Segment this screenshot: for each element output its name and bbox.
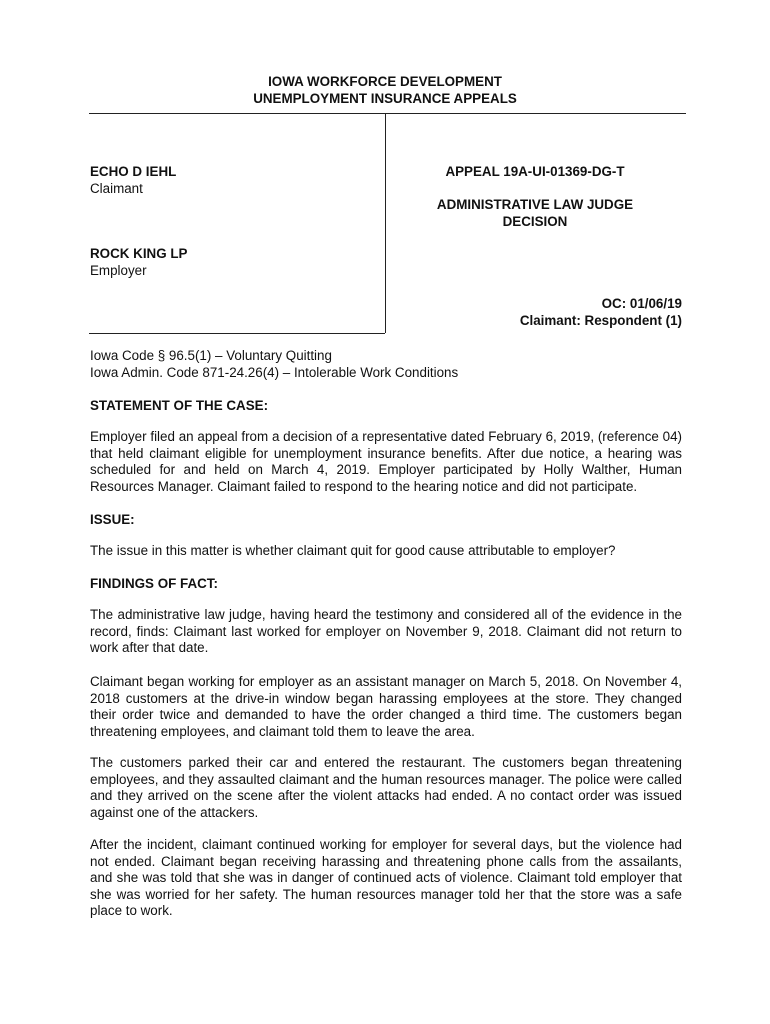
claimant-block — [90, 163, 176, 197]
agency-header — [0, 73, 770, 107]
claimant-role: Claimant — [90, 181, 143, 196]
employer-role: Employer — [90, 263, 147, 278]
findings-body-4 — [90, 837, 682, 920]
claimant-name: ECHO D IEHL — [90, 164, 177, 179]
oc-date: OC: 01/06/19 — [601, 296, 682, 311]
decision-title — [390, 196, 680, 230]
code-citations — [90, 347, 458, 381]
paragraph: After the incident, claimant continued working for employer for several days, but the violence had not ended. Claimant began receiving harassing and threatening phone calls from the assailants, and she was told that she was in danger of continued acts of violence. Claimant told employer that she was worried for her safety. The human resources manager told her that the store was a safe place to work. — [90, 837, 682, 918]
employer-block — [90, 245, 187, 279]
paragraph: The issue in this matter is whether claimant quit for good cause attributable to employer? — [90, 543, 616, 558]
caption-top-rule — [89, 113, 686, 114]
decision-title-line1: ADMINISTRATIVE LAW JUDGE — [436, 197, 634, 212]
issue-section — [90, 511, 682, 528]
findings-body-2 — [90, 674, 682, 740]
findings-body-3 — [90, 755, 682, 821]
paragraph: Claimant began working for employer as an assistant manager on March 5, 2018. On November 4, 2018 customers at the drive-in window began harassing employees at the store. They changed their order twice and demanded to have the order changed a third time. The customers began threatening employees, and claimant told them to leave the area. — [90, 674, 682, 739]
caption-bottom-rule — [89, 333, 385, 334]
findings-body-1 — [90, 607, 682, 657]
section-heading: STATEMENT OF THE CASE: — [90, 398, 269, 413]
findings-section — [90, 575, 682, 592]
employer-name: ROCK KING LP — [90, 246, 188, 261]
paragraph: The customers parked their car and entered the restaurant. The customers began threatening employees, and they assaulted claimant and the human resources manager. The police were called and they arrived on the scene after the violent attacks had ended. A no contact order was issued against one of the attackers. — [90, 755, 682, 820]
agency-title: IOWA WORKFORCE DEVELOPMENT — [268, 74, 502, 89]
statement-section — [90, 397, 682, 414]
respondent-line: Claimant: Respondent (1) — [519, 313, 682, 328]
statement-body — [90, 429, 682, 495]
appeal-number: APPEAL 19A-UI-01369-DG-T — [445, 164, 625, 179]
decision-title-line2: DECISION — [502, 214, 568, 229]
paragraph: Employer filed an appeal from a decision of a representative dated February 6, 2019, (reference 04) that held claimant eligible for unemployment insurance benefits. After due notice, a hearing was scheduled for and held on March 4, 2019. Employer participated by Holly Walther, Human Resources Manager. Claimant failed to respond to the hearing notice and did not participate. — [90, 429, 682, 494]
paragraph: The administrative law judge, having heard the testimony and considered all of the evidence in the record, finds: Claimant last worked for employer on November 9, 2018. Claimant did not return to work after that date. — [90, 607, 682, 655]
citation-line: Iowa Admin. Code 871-24.26(4) – Intolerable Work Conditions — [90, 365, 459, 380]
issue-body — [90, 543, 682, 560]
agency-subtitle: UNEMPLOYMENT INSURANCE APPEALS — [253, 91, 517, 106]
citation-line: Iowa Code § 96.5(1) – Voluntary Quitting — [90, 348, 332, 363]
section-heading: FINDINGS OF FACT: — [90, 576, 218, 591]
section-heading: ISSUE: — [90, 512, 135, 527]
caption-divider — [385, 113, 386, 333]
oc-block — [390, 295, 682, 329]
